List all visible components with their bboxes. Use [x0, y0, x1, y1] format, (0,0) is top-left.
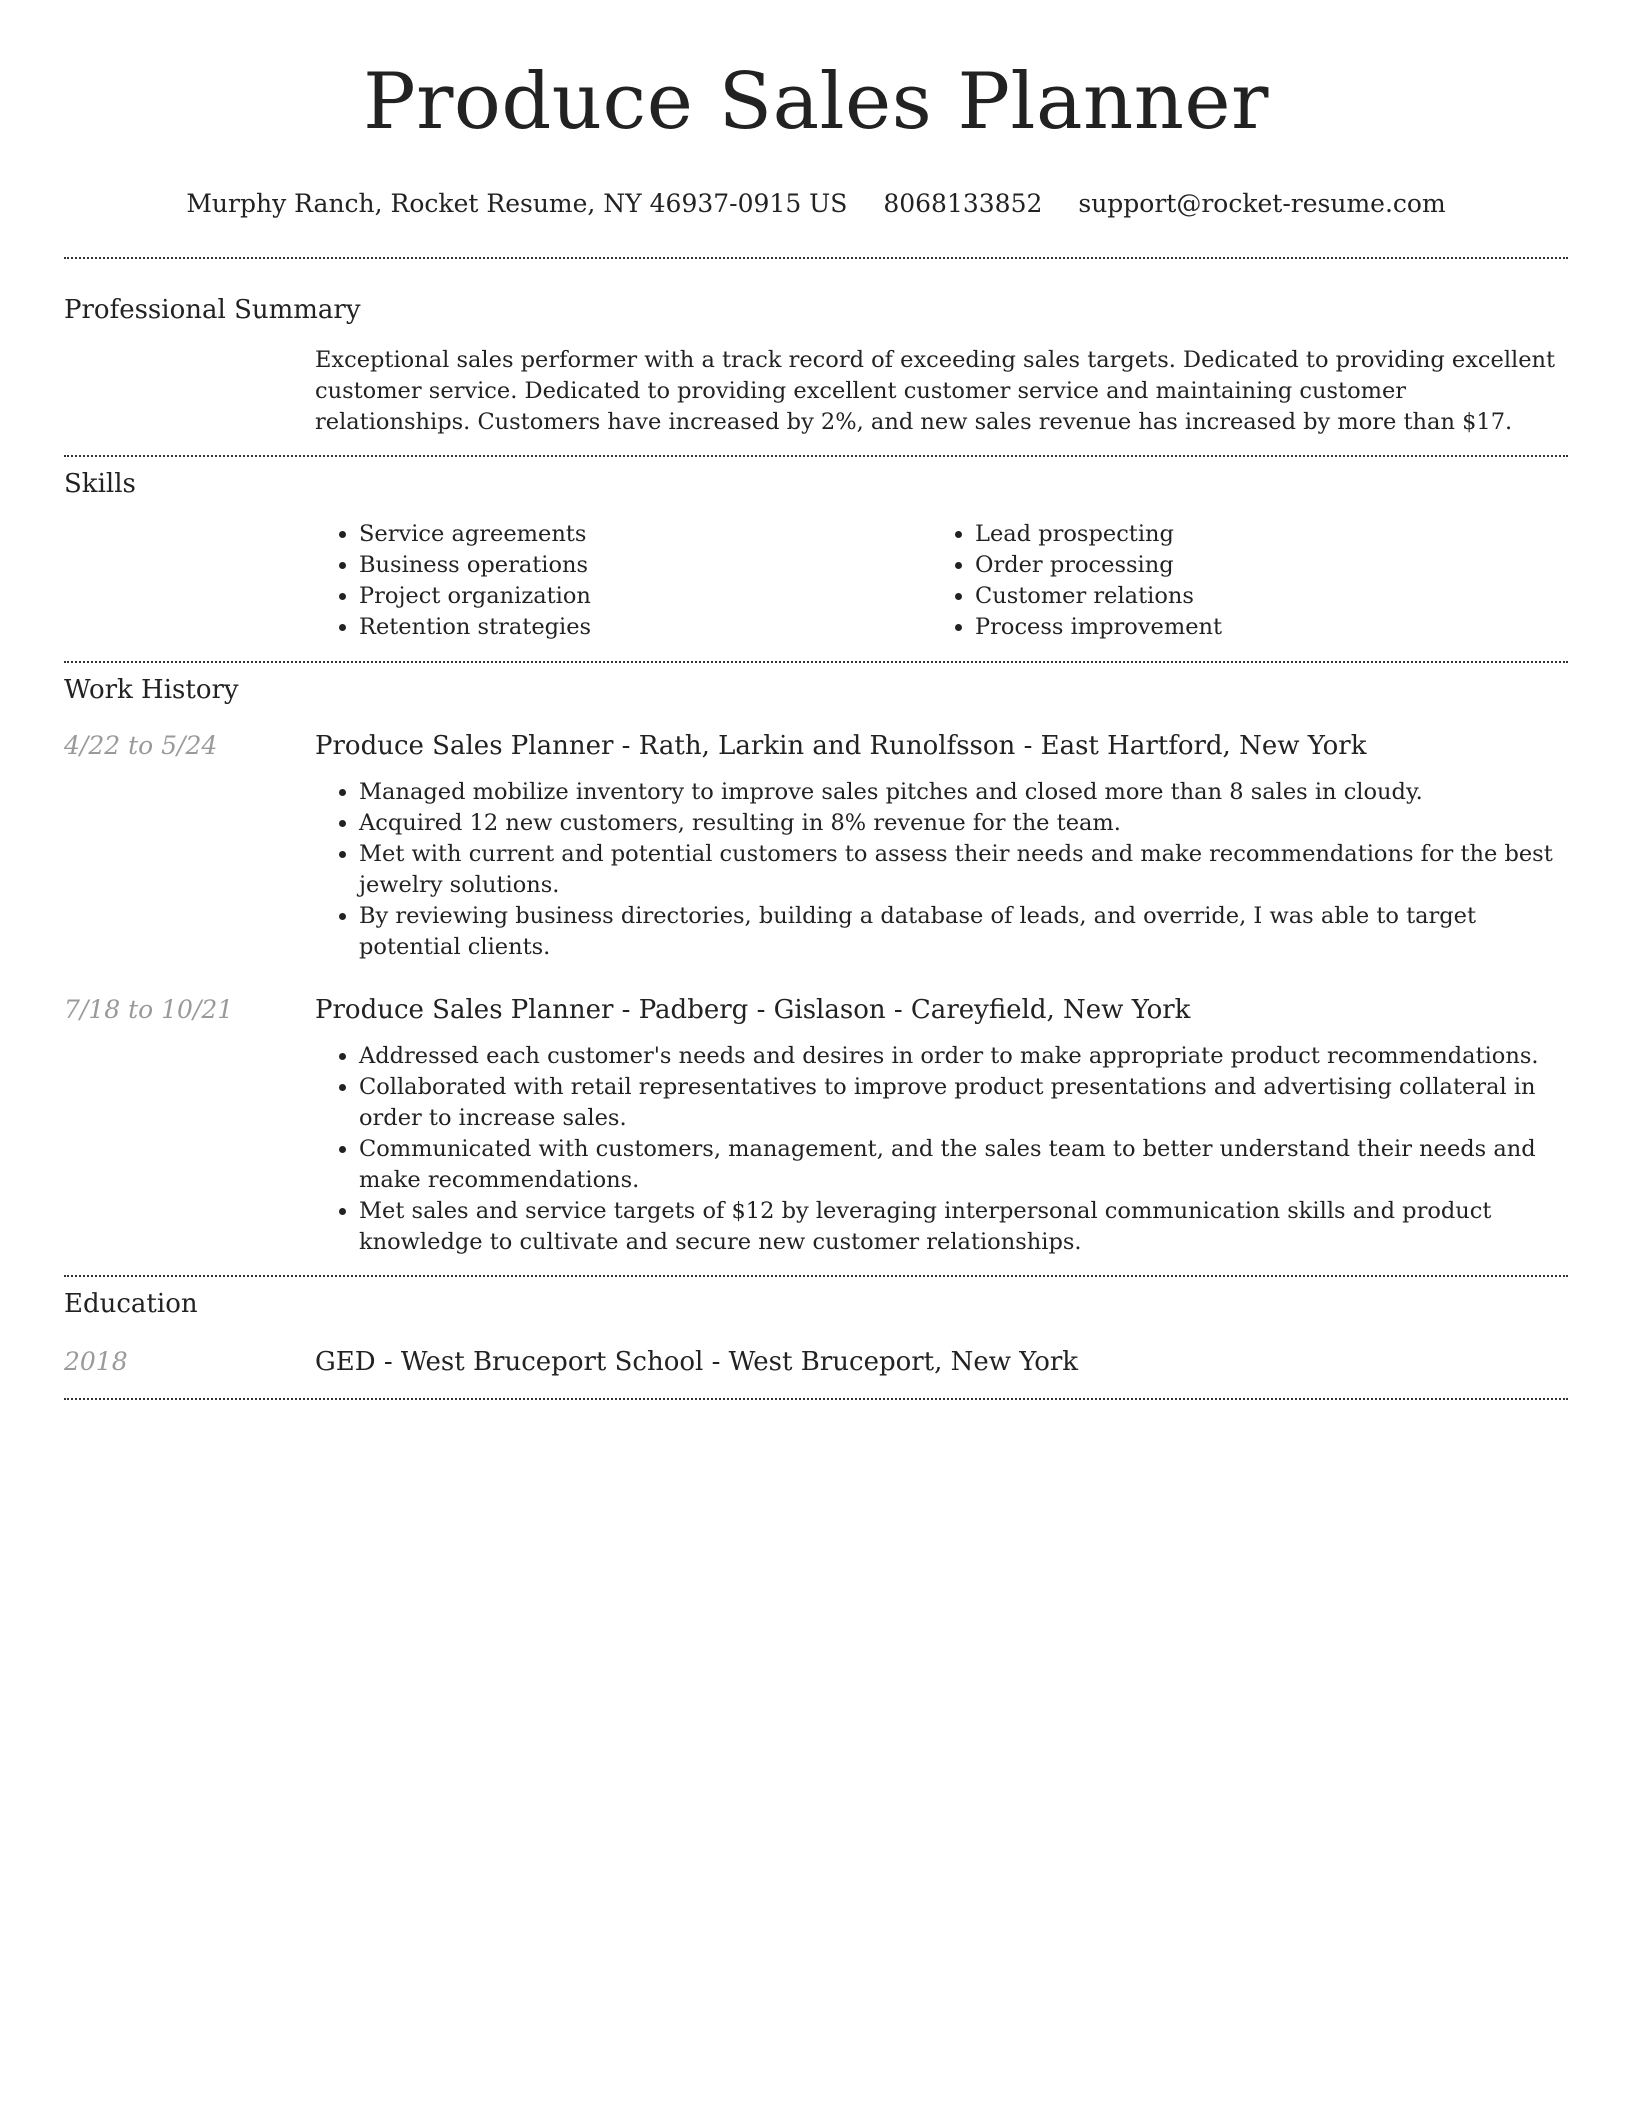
job-bullet: • Met sales and service targets of $12 by leveraging interpersonal communication skills and product knowledge to cultivate and secure new customer relationships. [359, 1196, 1568, 1258]
contact-line [64, 188, 1568, 220]
skill-item: • Service agreements [359, 519, 931, 550]
skills-columns [315, 519, 1568, 643]
education-heading: Education [64, 1289, 198, 1319]
skills-section [64, 457, 1568, 643]
job-dates: 7/18 to 10/21 [64, 995, 234, 1024]
contact-email: support@rocket-resume.com [1078, 189, 1446, 218]
job-entry [64, 729, 1568, 963]
education-section [64, 1277, 1568, 1379]
job-bullet: • Met with current and potential customers to assess their needs and make recommendations for the best jewelry solutions. [359, 839, 1568, 901]
skill-item: • Customer relations [975, 581, 1222, 612]
contact-address: Murphy Ranch, Rocket Resume, NY 46937-0915 US [186, 189, 848, 218]
job-entry [64, 993, 1568, 1258]
skill-item: • Retention strategies [359, 612, 931, 643]
job-title: Produce Sales Planner - Rath, Larkin and Runolfsson - East Hartford, New York [315, 731, 1367, 761]
job-bullet: • By reviewing business directories, building a database of leads, and override, I was able to target potential clients. [359, 901, 1568, 963]
summary-heading: Professional Summary [64, 295, 361, 325]
skill-item: • Order processing [975, 550, 1222, 581]
education-year: 2018 [64, 1347, 128, 1376]
job-bullet: • Collaborated with retail representatives to improve product presentations and advertising collateral in order to increase sales. [359, 1072, 1568, 1134]
skills-list-right [931, 519, 1222, 643]
contact-phone: 8068133852 [883, 189, 1043, 218]
job-bullets [315, 777, 1568, 963]
summary-section [64, 259, 1568, 438]
work-history-section [64, 663, 1568, 1258]
job-title: Produce Sales Planner - Padberg - Gislason - Careyfield, New York [315, 995, 1191, 1025]
education-detail: GED - West Bruceport School - West Bruceport, New York [315, 1347, 1079, 1377]
job-bullet: • Managed mobilize inventory to improve sales pitches and closed more than 8 sales in cloudy. [359, 777, 1568, 808]
job-bullets [315, 1041, 1568, 1258]
job-bullet: • Communicated with customers, management, and the sales team to better understand their needs and make recommendations. [359, 1134, 1568, 1196]
skill-item: • Business operations [359, 550, 931, 581]
skills-heading: Skills [64, 469, 136, 499]
skills-list-left [315, 519, 931, 643]
skill-item: • Project organization [359, 581, 931, 612]
education-entry [64, 1345, 1568, 1379]
skill-item: • Process improvement [975, 612, 1222, 643]
resume-name: Produce Sales Planner [363, 57, 1269, 147]
job-dates: 4/22 to 5/24 [64, 731, 218, 760]
divider [64, 1398, 1568, 1400]
work-history-heading: Work History [64, 675, 239, 705]
job-bullet: • Acquired 12 new customers, resulting in 8% revenue for the team. [359, 808, 1568, 839]
job-bullet: • Addressed each customer's needs and desires in order to make appropriate product recommendations. [359, 1041, 1568, 1072]
summary-text: Exceptional sales performer with a track record of exceeding sales targets. Dedicated to providing excellent customer service. Dedicated to providing excellent customer service and maintaining customer relationships. Customers have increased by 2%, and new sales revenue has increased by more than $17. [315, 347, 1556, 435]
skill-item: • Lead prospecting [975, 519, 1222, 550]
